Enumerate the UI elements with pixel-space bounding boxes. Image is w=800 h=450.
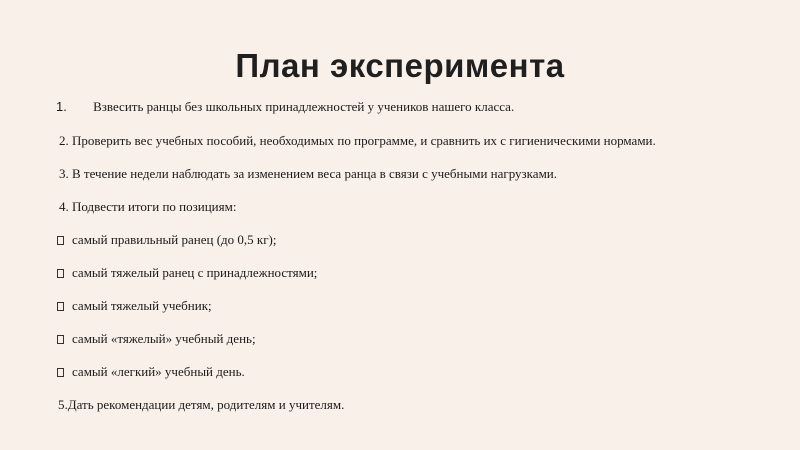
sub-item-text: самый «легкий» учебный день. — [72, 364, 245, 379]
checkbox-bullet-icon — [57, 368, 64, 377]
sub-item-text: самый тяжелый учебник; — [72, 298, 212, 313]
list-item-1 — [56, 99, 514, 115]
list-item-4: 4. Подвести итоги по позициям: — [59, 199, 237, 214]
sub-item — [57, 331, 256, 347]
slide-title: План эксперимента — [235, 47, 565, 84]
checkbox-bullet-icon — [57, 269, 64, 278]
sub-item-text: самый правильный ранец (до 0,5 кг); — [72, 232, 277, 247]
list-item-5: 5.Дать рекомендации детям, родителям и учителям. — [58, 397, 345, 412]
checkbox-bullet-icon — [57, 302, 64, 311]
checkbox-bullet-icon — [57, 335, 64, 344]
sub-item-text: самый тяжелый ранец с принадлежностями; — [72, 265, 318, 280]
list-item-3: 3. В течение недели наблюдать за изменением веса ранца в связи с учебными нагрузками. — [59, 166, 558, 181]
sub-item-text: самый «тяжелый» учебный день; — [72, 331, 256, 346]
sub-item — [57, 232, 277, 248]
list-item-2: 2. Проверить вес учебных пособий, необходимых по программе, и сравнить их с гигиеническими нормами. — [59, 133, 656, 148]
list-item-1-text: Взвесить ранцы без школьных принадлежностей у учеников нашего класса. — [93, 99, 515, 114]
sub-item — [57, 298, 212, 314]
list-item-1-number: 1. — [56, 99, 67, 114]
sub-item — [57, 364, 245, 380]
checkbox-bullet-icon — [57, 236, 64, 245]
sub-item — [57, 265, 317, 281]
